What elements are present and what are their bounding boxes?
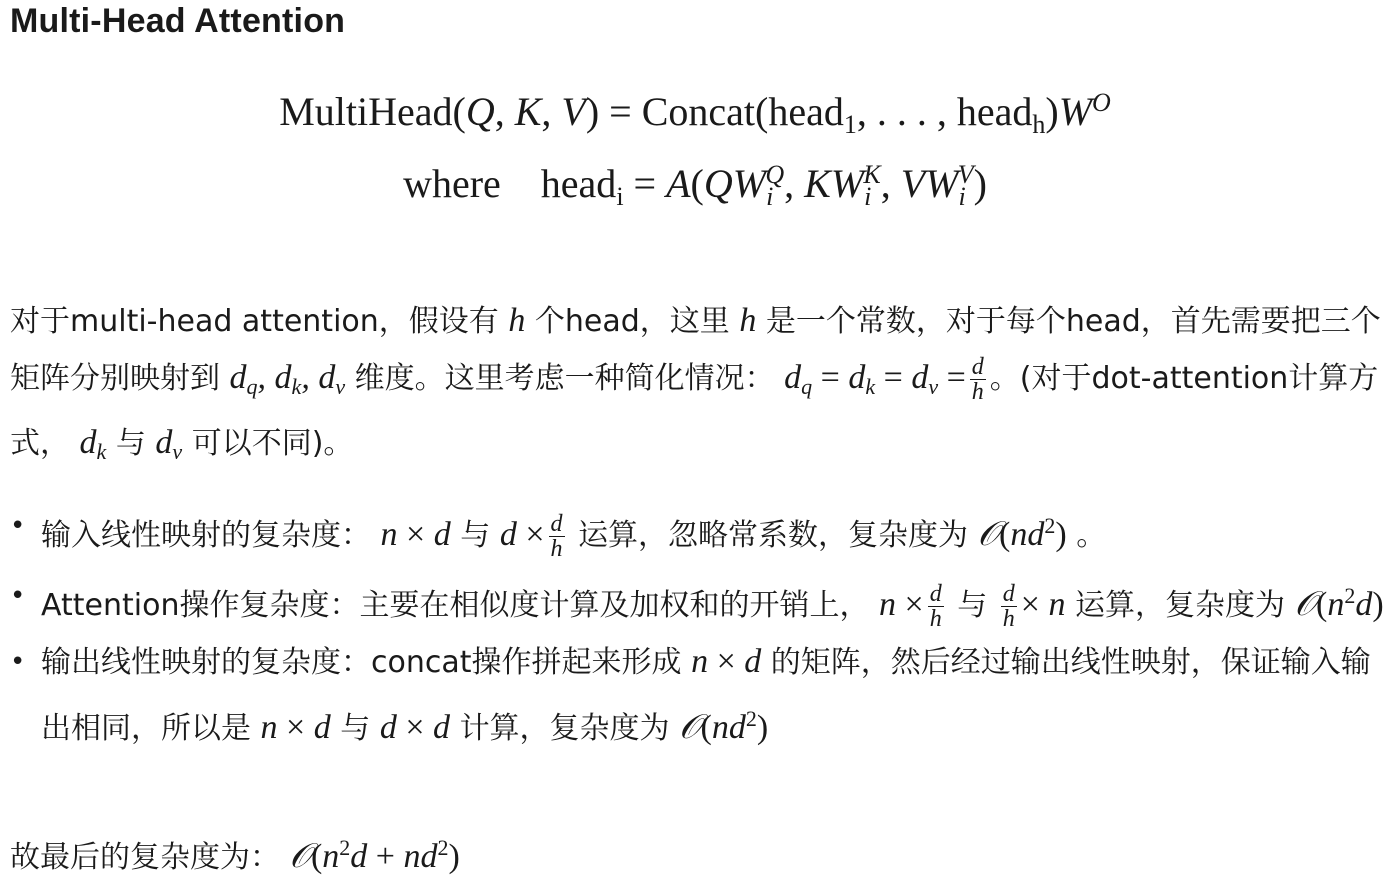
expr-times-n: × n <box>1020 586 1066 623</box>
complexity-O-nd2: $𝒪(nd^2)$ <box>679 706 769 747</box>
complexity-list <box>0 498 1385 757</box>
expr-n-times-d: n × d <box>691 643 762 680</box>
dims-qkv: $d_q$, $d_k$, $d_v$ <box>229 359 346 399</box>
equation-where: where <box>403 161 501 206</box>
fraction-d-over-h: $\frac{d}{h}$ <box>971 354 984 405</box>
fraction-d-over-h: $\frac{d}{h}$ <box>550 511 563 562</box>
bullet-icon: • <box>10 511 26 541</box>
conclusion-line <box>10 820 1385 886</box>
list-item <box>0 568 1385 634</box>
bullet-text: 输入线性映射的复杂度： <box>41 518 371 553</box>
expr-d-times: d × <box>499 516 545 553</box>
var-h: h <box>739 302 757 339</box>
expr-n-times-d: n × d <box>260 709 331 746</box>
intro-paragraph <box>10 293 1385 480</box>
dims-equal: $d_q = d_k = d_v$ = <box>784 359 966 399</box>
expr-n-times: n × <box>879 586 924 623</box>
var-dv: $d_v$ <box>155 424 183 464</box>
bullet-text: 输出线性映射的复杂度：concat操作拼起来形成 <box>41 645 682 680</box>
bullet-text: 与 <box>460 518 491 553</box>
bullet-text: 运算，复杂度为 <box>1075 588 1286 623</box>
bullet-text: Attention操作复杂度：主要在相似度计算及加权和的开销上， <box>41 588 870 623</box>
var-dk: $d_k$ <box>79 424 107 464</box>
bullet-text: 与 <box>340 711 371 746</box>
bullet-icon: • <box>10 647 26 677</box>
para-text-7: 可以不同)。 <box>191 426 354 461</box>
list-item <box>0 634 1385 757</box>
bullet-text: 。 <box>1076 518 1107 553</box>
fraction-d-over-h: $\frac{d}{h}$ <box>1002 581 1015 632</box>
bullet-text: 的矩阵，然后经过输出线性映射，保证输入输出相同，所以是 <box>41 645 1371 746</box>
para-text-3: 是一个常数，对于每个head，首先需要把三个矩阵分别映射到 <box>10 304 1381 396</box>
fraction-d-over-h: $\frac{d}{h}$ <box>929 581 942 632</box>
para-text-1: 对于multi-head attention，假设有 <box>10 304 499 339</box>
bullet-icon: • <box>10 581 26 611</box>
equation-line-2: where head$_i$ = $A(QW_i^Q$, $KW_i^K$, $VW_i^V$) <box>403 160 987 211</box>
final-complexity: $𝒪(n^2d + nd^2)$ <box>289 835 460 876</box>
list-item <box>0 498 1385 564</box>
bullet-text: 运算，忽略常系数，复杂度为 <box>578 518 969 553</box>
expr-d-times-d: d × d <box>379 709 451 746</box>
para-text-6: 与 <box>115 426 146 461</box>
para-text-2: 个head，这里 <box>534 304 730 339</box>
var-h: h <box>508 302 526 339</box>
complexity-O-n2d: $𝒪(n^2d)$ <box>1294 583 1384 624</box>
conclusion-text: 故最后的复杂度为： <box>10 840 280 875</box>
bullet-text: 计算，复杂度为 <box>459 711 670 746</box>
equation-line-1: MultiHead(Q, K, V) = Concat(head$_1$, . . . , $head_h)W^O$ <box>279 88 1111 139</box>
expr-n-times-d: n × d <box>380 516 451 553</box>
bullet-text: 与 <box>957 588 988 623</box>
page-title: Multi-Head Attention <box>10 2 346 40</box>
para-text-5: 。(对于dot-attention计算方式， <box>10 361 1379 461</box>
complexity-O-nd2: $𝒪(nd^2)$ <box>977 513 1067 554</box>
para-text-4: 维度。这里考虑一种简化情况： <box>354 361 775 396</box>
